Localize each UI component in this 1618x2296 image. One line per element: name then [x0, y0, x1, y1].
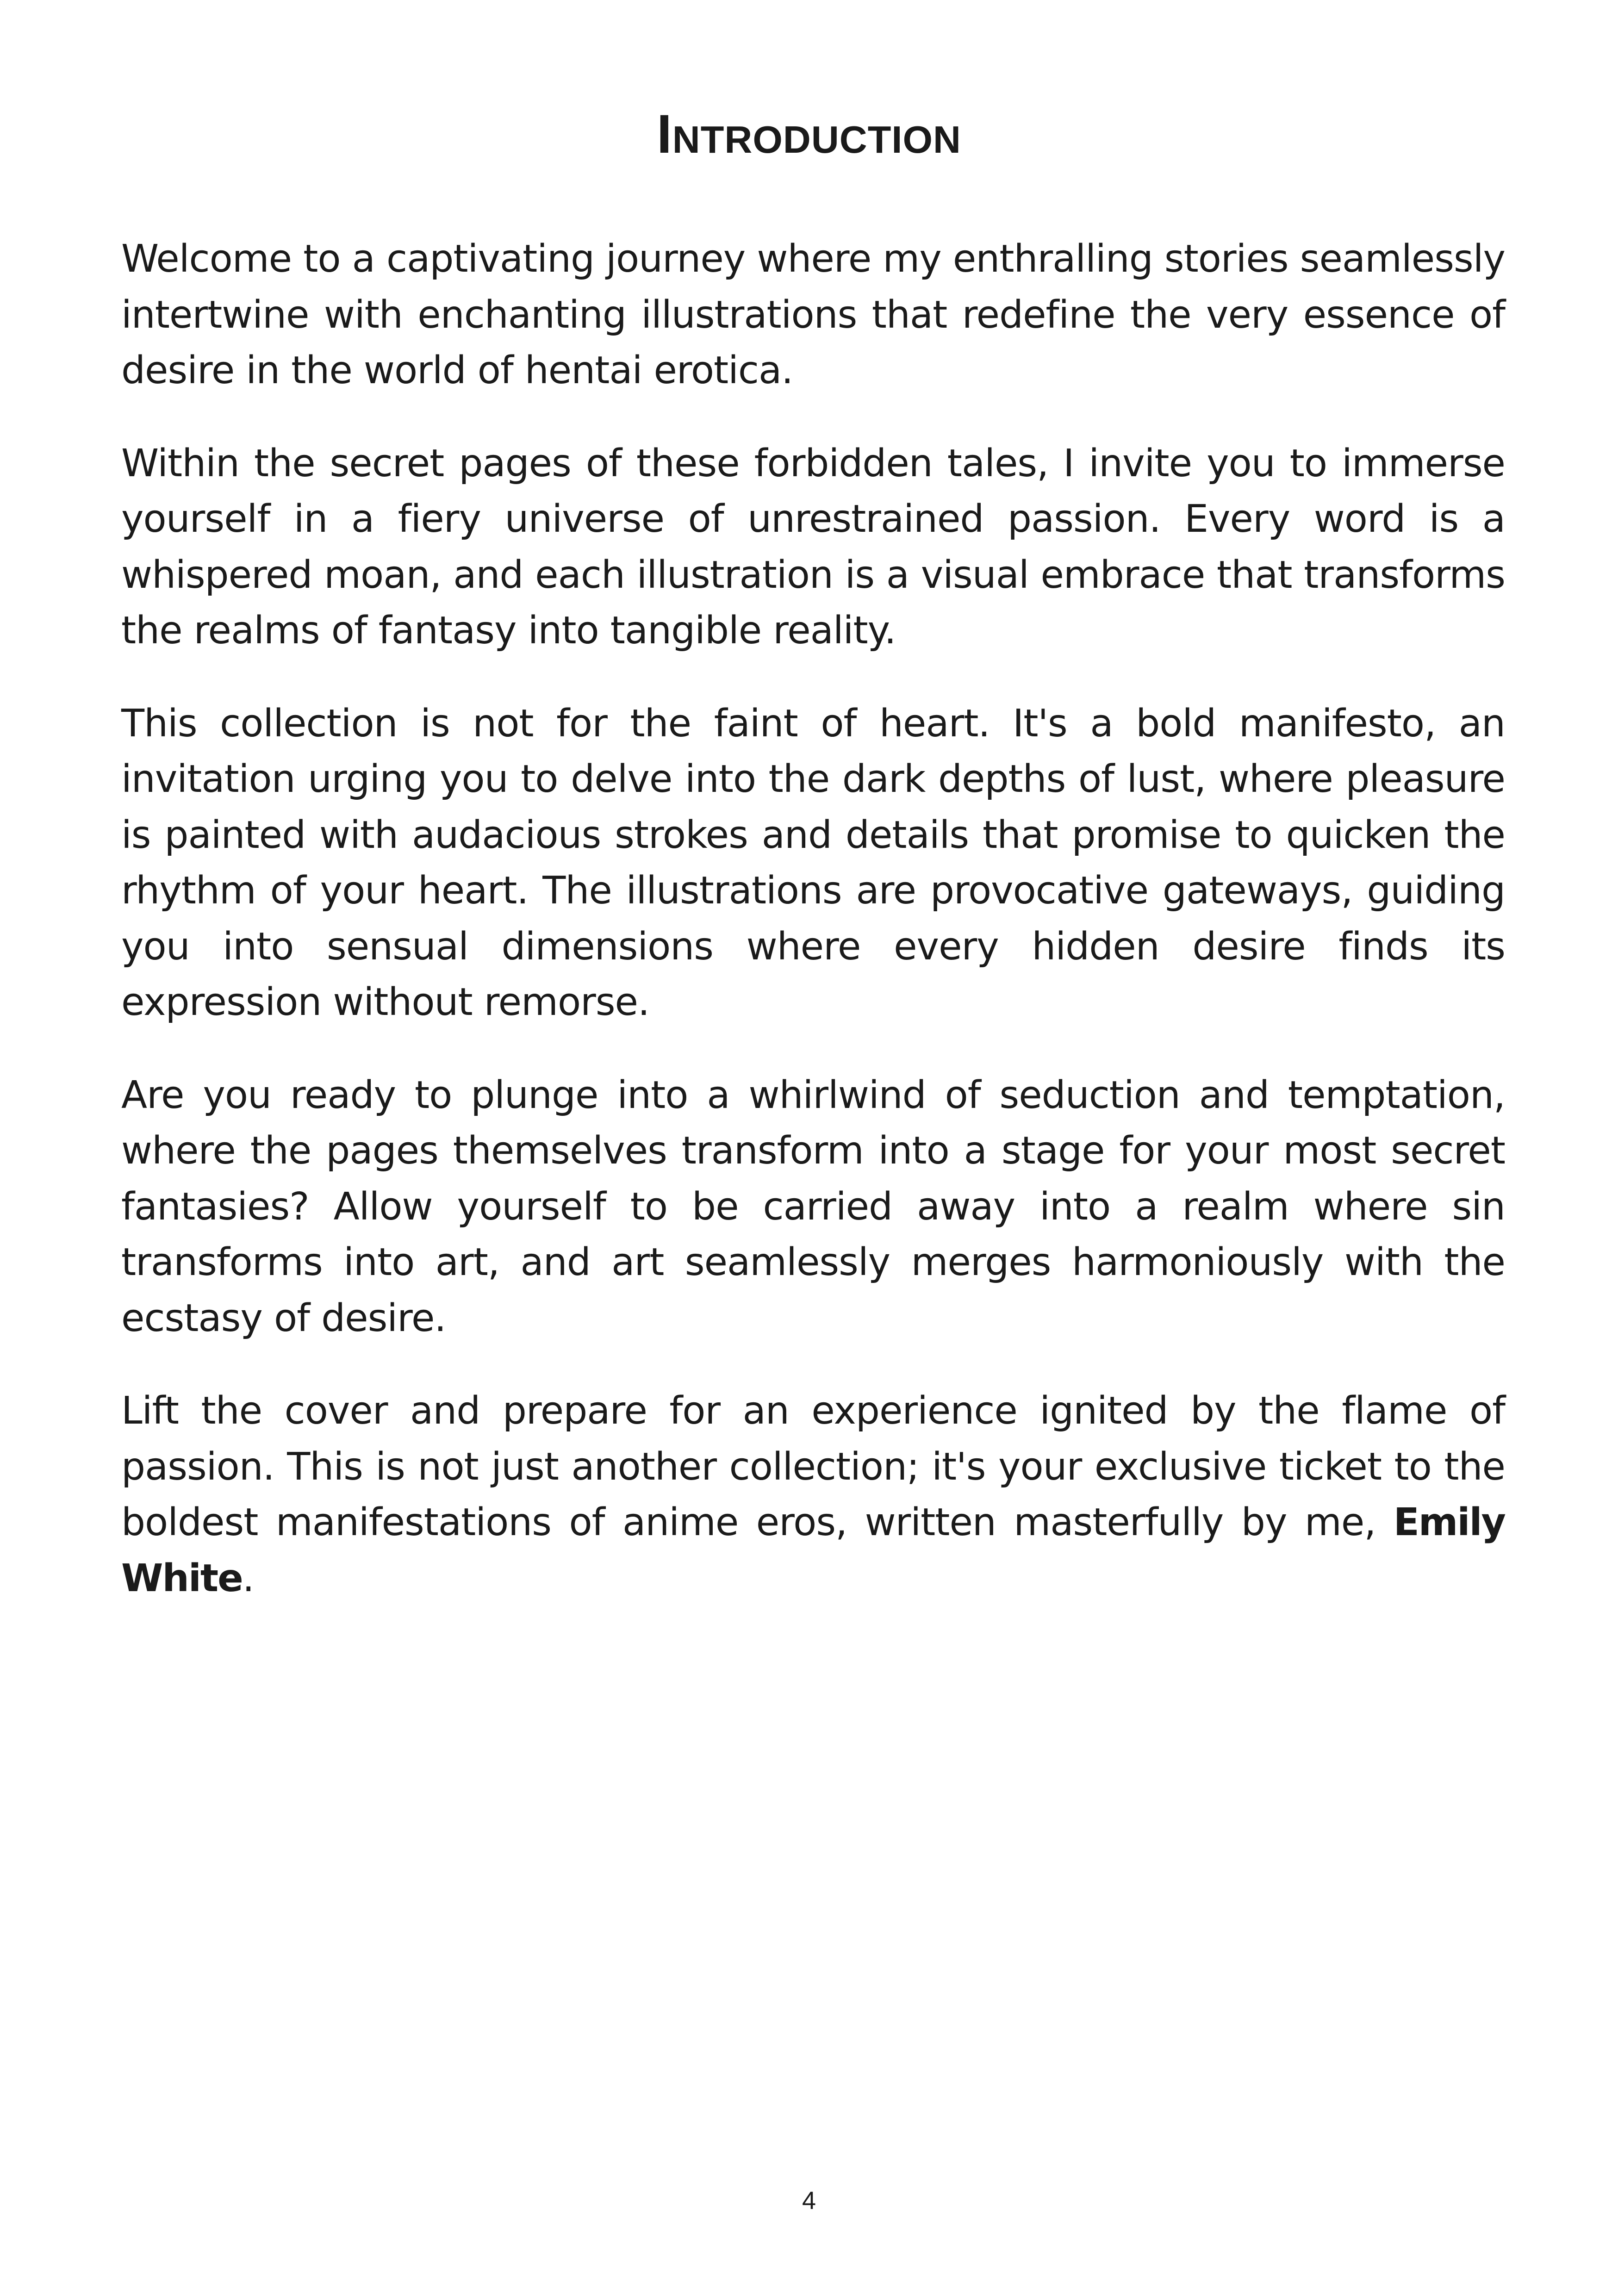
paragraph-4: Are you ready to plunge into a whirlwind of seduction and temptation, where the pages themselves transform into a stage for your most secret fantasies? Allow yourself to be carried away into a realm where sin transforms into art, and art seamlessly merges harmoniously with the ecstasy of desire. [121, 1073, 1505, 1340]
closing-text: Lift the cover and prepare for an experience ignited by the flame of passion. This is not just another collection; it's your exclusive ticket to the boldest manifestations of anime eros, written masterfully by me, [121, 1389, 1505, 1544]
author-name: Emily White [121, 1500, 1505, 1600]
page-number: 4 [802, 2187, 816, 2215]
document-body [121, 231, 1505, 1643]
paragraph-1: Welcome to a captivating journey where my enthralling stories seamlessly intertwine with enchanting illustrations that redefine the very essence of desire in the world of hentai erotica. [121, 237, 1505, 392]
paragraph-5 [121, 1383, 1505, 1606]
paragraph-3: This collection is not for the faint of heart. It's a bold manifesto, an invitation urging you to delve into the dark depths of lust, where pleasure is painted with audacious strokes and details that promise to quicken the rhythm of your heart. The illustrations are provocative gateways, guiding you into sensual dimensions where every hidden desire finds its expression without remorse. [121, 701, 1505, 1024]
closing-period: . [242, 1556, 254, 1600]
page-title: Introduction [656, 104, 961, 165]
paragraph-2: Within the secret pages of these forbidden tales, I invite you to immerse yourself in a fiery universe of unrestrained passion. Every word is a whispered moan, and each illustration is a visual embrace that transforms the realms of fantasy into tangible reality. [121, 441, 1505, 653]
